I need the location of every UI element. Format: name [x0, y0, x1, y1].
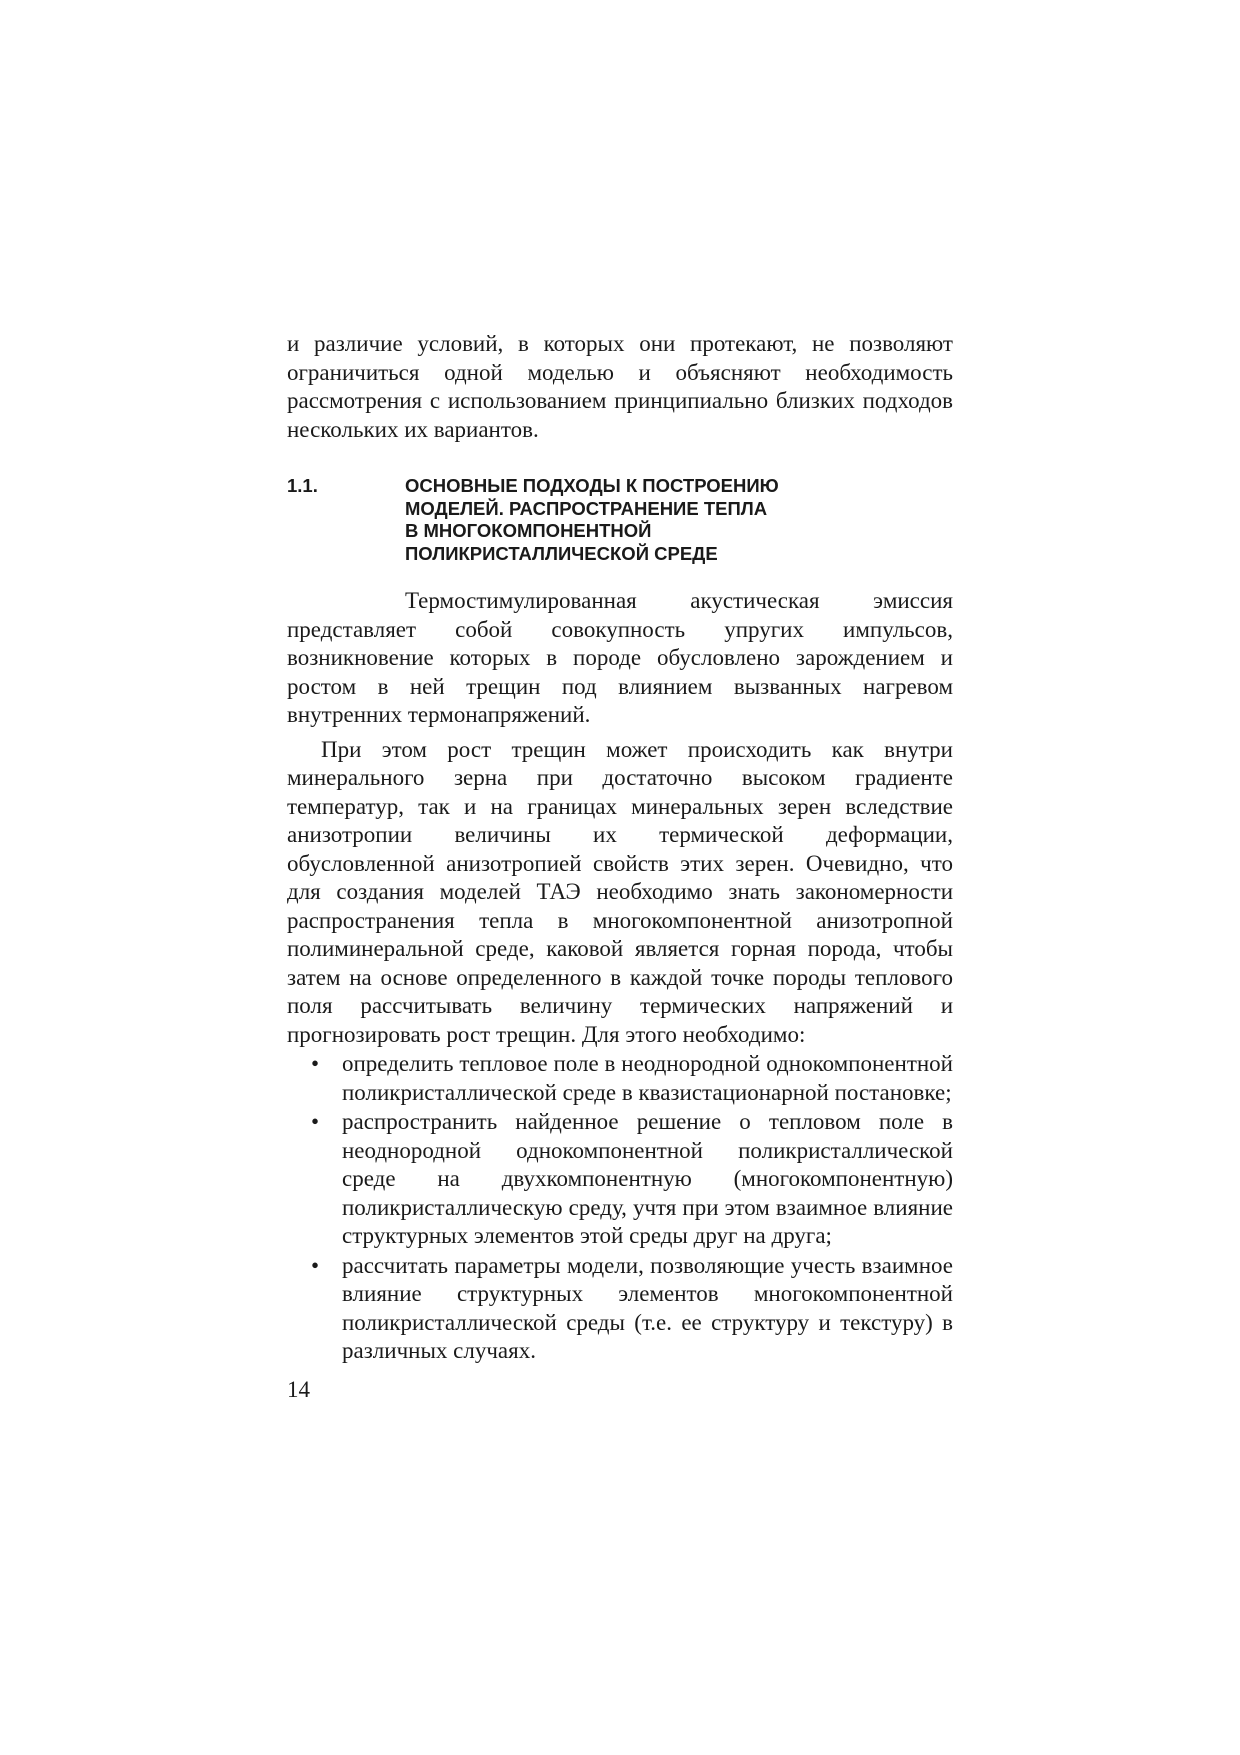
body-paragraph: При этом рост трещин может происходить как внутри минерального зерна при достаточно высоком градиенте температур, так и на границах минеральных зерен вследствие анизотропии величины их термической деформации, обусловленной анизотропией свойств этих зерен. Очевидно, что для создания моделей ТАЭ необходимо знать закономерности распространения тепла в многокомпонентной анизотропной полиминеральной среде, каковой является горная порода, чтобы затем на основе определенного в каждой точке породы теплового поля рассчитывать величину термических напряжений и прогнозировать рост трещин. Для этого необходимо: [287, 736, 953, 1047]
section-title-line: В МНОГОКОМПОНЕНТНОЙ [405, 520, 652, 541]
body-paragraph: Термостимулированная акустическая эмиссия представляет собой совокупность упругих импульсов, возникновение которых в породе обусловлено зарождением и ростом в ней трещин под влиянием вызванных нагревом внутренних термонапряжений. [287, 588, 953, 727]
bullet-icon: • [311, 1051, 320, 1076]
bullet-icon: • [311, 1252, 320, 1278]
bullet-icon: • [311, 1109, 320, 1134]
list-item [287, 1108, 953, 1251]
section-title-line: ПОЛИКРИСТАЛЛИЧЕСКОЙ СРЕДЕ [405, 542, 718, 564]
requirements-list [287, 1050, 953, 1366]
list-item [287, 1252, 953, 1366]
section-title-line: ОСНОВНЫЕ ПОДХОДЫ К ПОСТРОЕНИЮ [405, 475, 779, 496]
section-number: 1.1. [287, 475, 318, 496]
section-heading [287, 475, 953, 565]
list-item [287, 1050, 953, 1107]
intro-paragraph: и различие условий, в которых они протекают, не позволяют ограничиться одной моделью и объясняют необходимость рассмотрения с использованием принципиально близких подходов нескольких их вариантов. [287, 331, 953, 442]
page-body [287, 330, 953, 1366]
list-item-text: определить тепловое поле в неоднородной однокомпонентной поликристаллической среде в квазистационарной постановке; [342, 1051, 953, 1105]
section-title [405, 475, 825, 565]
page-number: 14 [287, 1377, 310, 1402]
list-item-text: распространить найденное решение о тепловом поле в неоднородной однокомпонентной поликристаллической среде на двухкомпонентную (многокомпонентную) поликристаллическую среду, учтя при этом взаимное влияние структурных элементов этой среды друг на друга; [342, 1109, 953, 1248]
section-title-line: МОДЕЛЕЙ. РАСПРОСТРАНЕНИЕ ТЕПЛА [405, 497, 768, 519]
list-item-text: рассчитать параметры модели, позволяющие учесть взаимное влияние структурных элементов многокомпонентной поликристаллической среды (т.е. ее структуру и текстуру) в различных случаях. [342, 1252, 953, 1363]
